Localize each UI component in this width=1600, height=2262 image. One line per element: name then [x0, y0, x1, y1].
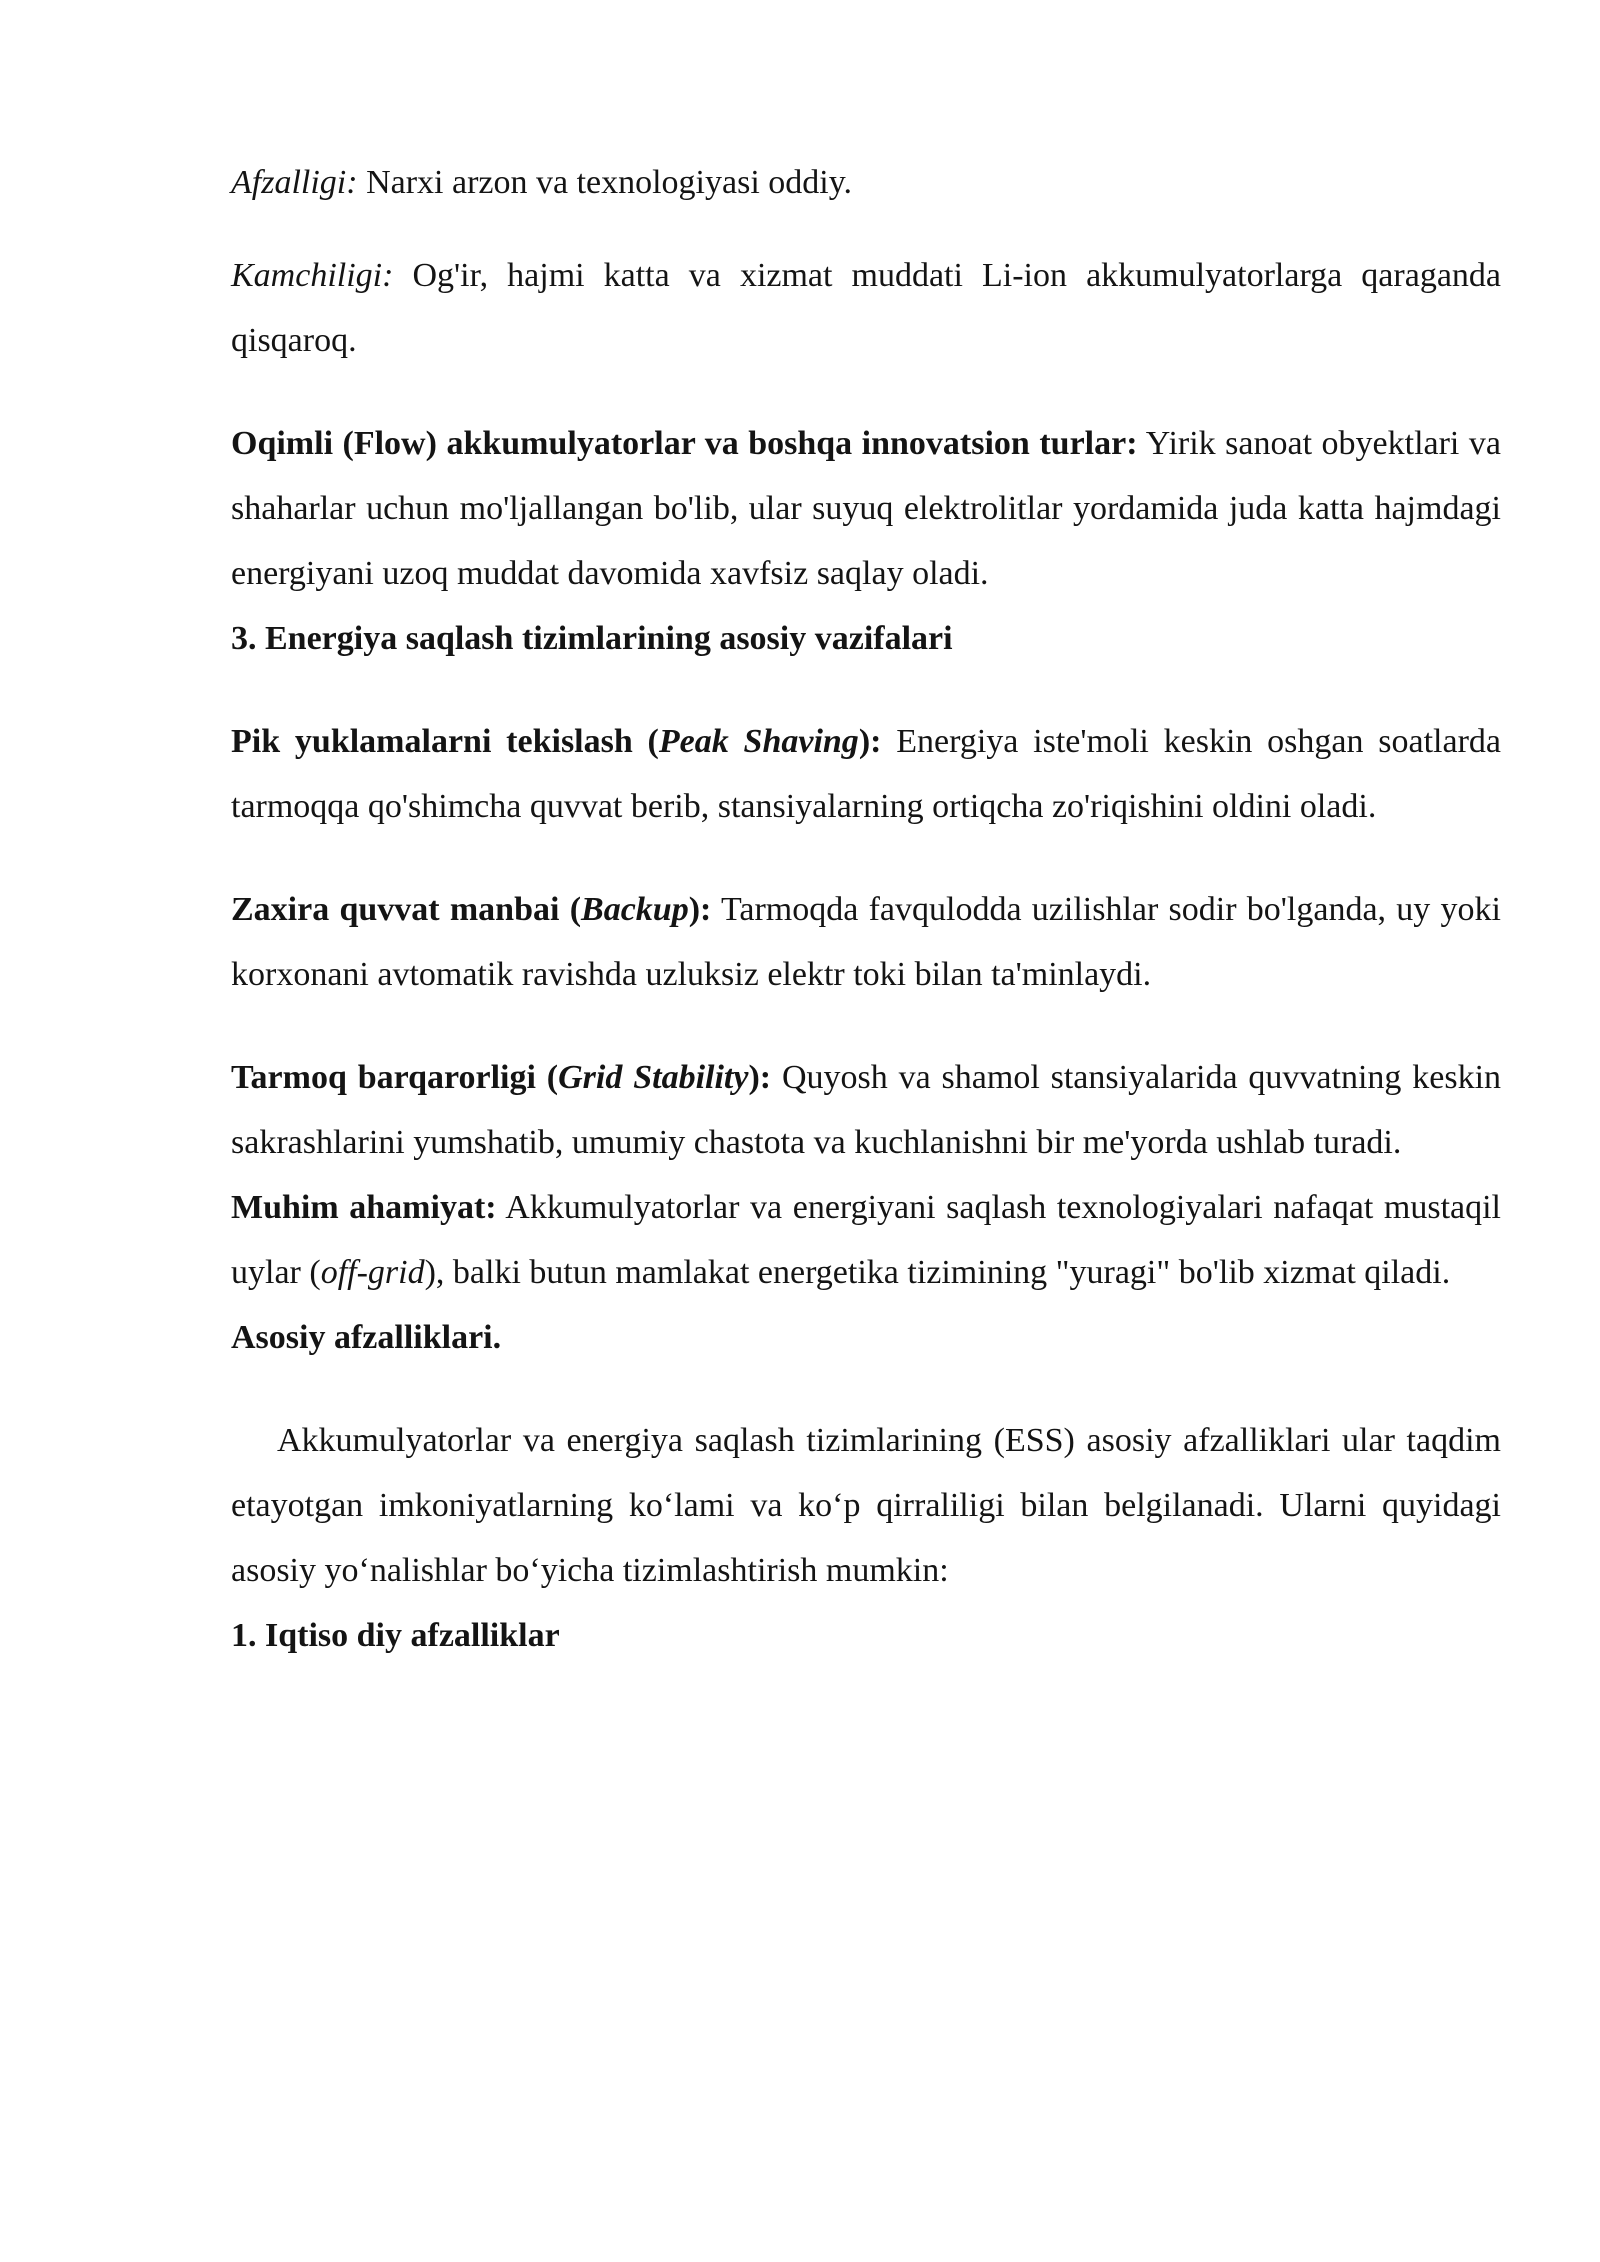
paragraph-peak-shaving: [231, 709, 1501, 839]
label-oqimli: Oqimli (Flow) akkumulyatorlar va boshqa innovatsion turlar:: [231, 425, 1138, 462]
text-muhim-after: ), balki butun mamlakat energetika tizimining "yuragi" bo'lib xizmat qiladi.: [424, 1254, 1451, 1291]
text-kamchiligi: Og'ir, hajmi katta va xizmat muddati Li-ion akkumulyatorlarga qaraganda qisqaroq.: [231, 257, 1501, 359]
heading-iqtisodiy-afzalliklar: 1. Iqtiso diy afzalliklar: [231, 1617, 560, 1654]
paragraph-grid-stability: [231, 1045, 1501, 1175]
label-grid-start: Tarmoq barqarorligi (: [231, 1059, 559, 1096]
text-muhim-italic: off-grid: [320, 1254, 425, 1291]
text-afzalligi: Narxi arzon va texnologiyasi oddiy.: [357, 164, 853, 201]
heading-asosiy-afzalliklari: Asosiy afzalliklari.: [231, 1319, 502, 1356]
paragraph-afzalligi: [231, 150, 1501, 215]
label-backup-start: Zaxira quvvat manbai (: [231, 891, 582, 928]
paragraph-kamchiligi: [231, 243, 1501, 373]
label-backup-end: ):: [688, 891, 712, 928]
document-page: [231, 150, 1501, 1668]
paragraph-muhim-ahamiyat: [231, 1175, 1501, 1305]
paragraph-asosiy-afzalliklari: Akkumulyatorlar va energiya saqlash tizimlarining (ESS) asosiy afzalliklari ular taqdim etayotgan imkoniyatlarning ko‘lami va ko‘p qirraliligi bilan belgilanadi. Ularni quyidagi asosiy yo‘nalishlar bo‘yicha tizimlashtirish mumkin:: [231, 1422, 1501, 1589]
label-kamchiligi: Kamchiligi:: [231, 257, 394, 294]
text-peak: Energiya iste'moli keskin oshgan soatlarda tarmoqqa qo'shimcha quvvat berib, stansiyalarning ortiqcha zo'riqishini oldini oladi.: [231, 723, 1502, 825]
text-muhim-before: Akkumulyatorlar va energiyani saqlash texnologiyalari nafaqat mustaqil uylar (: [231, 1189, 1501, 1291]
text-grid: Quyosh va shamol stansiyalarida quvvatning keskin sakrashlarini yumshatib, umumiy chastota va kuchlanishni bir me'yorda ushlab turadi.: [231, 1059, 1502, 1161]
paragraph-oqimli: [231, 411, 1501, 606]
label-peak-end: ):: [858, 723, 882, 760]
paragraph-backup: [231, 877, 1501, 1007]
label-peak-start: Pik yuklamalarni tekislash (: [231, 723, 659, 760]
label-backup-italic: Backup: [581, 891, 689, 928]
label-peak-italic: Peak Shaving: [658, 723, 859, 760]
text-oqimli: Yirik sanoat obyektlari va shaharlar uchun mo'ljallangan bo'lib, ular suyuq elektrolitlar yordamida juda katta hajmdagi energiyani uzoq muddat davomida xavfsiz saqlay oladi.: [231, 425, 1501, 592]
section-heading-3: 3. Energiya saqlash tizimlarining asosiy vazifalari: [231, 620, 953, 657]
text-backup: Tarmoqda favqulodda uzilishlar sodir bo'lganda, uy yoki korxonani avtomatik ravishda uzluksiz elektr toki bilan ta'minlaydi.: [231, 891, 1501, 993]
label-grid-italic: Grid Stability: [558, 1059, 749, 1096]
label-grid-end: ):: [748, 1059, 772, 1096]
label-afzalligi: Afzalligi:: [231, 164, 358, 201]
label-muhim: Muhim ahamiyat:: [231, 1189, 497, 1226]
